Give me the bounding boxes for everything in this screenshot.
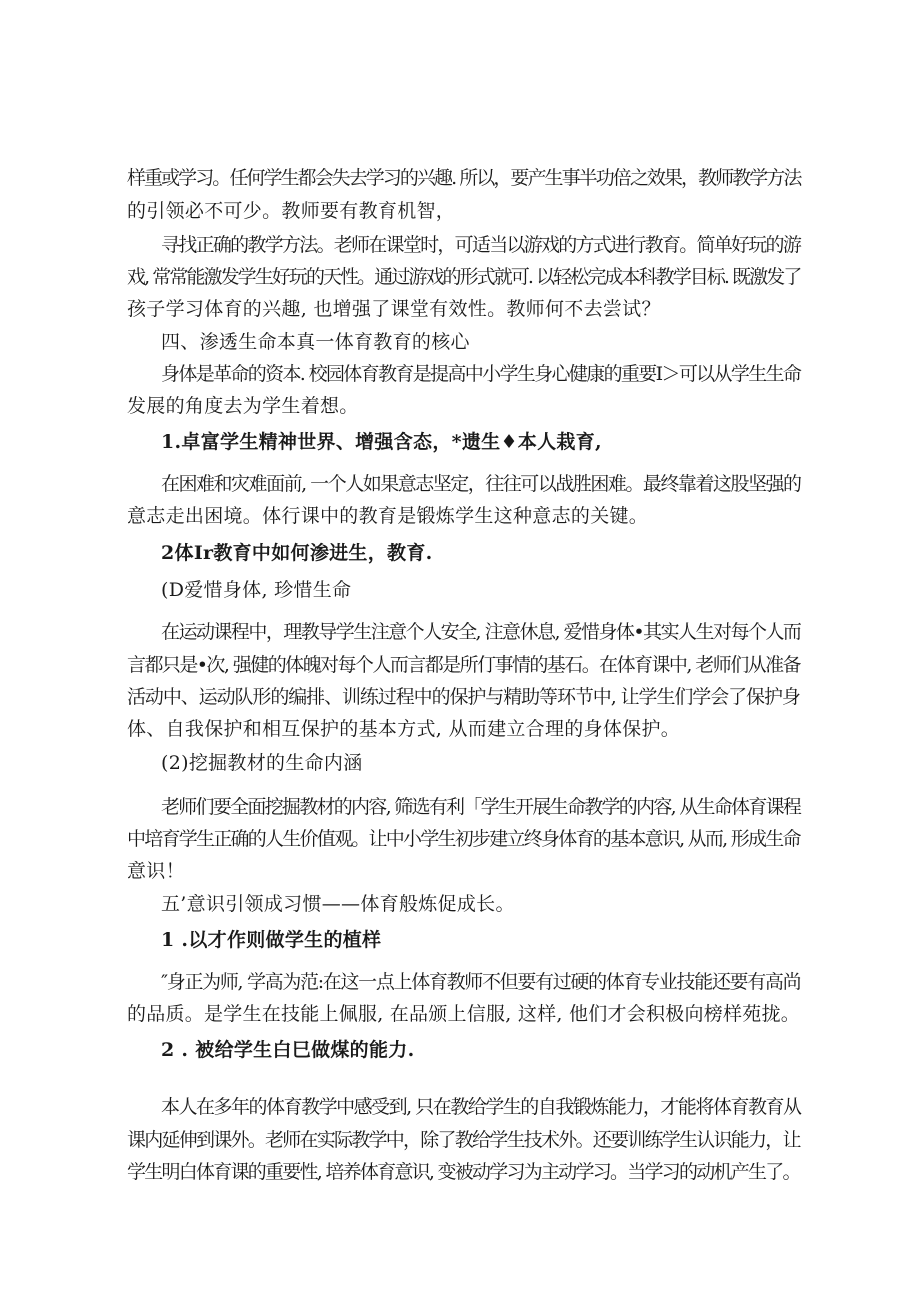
body-line: 言都只是•次, 强健的体魄对每个人而言都是所仃事情的基石。在体育课中, 老师们从准备 bbox=[127, 654, 800, 676]
body-line: 样重或学习。任何学生都会失去学习的兴趣. 所以，要产生事半功倍之效果，教师教学方法 bbox=[127, 167, 801, 189]
body-line: 发展的角度去为学生着想。 bbox=[127, 395, 359, 417]
section-heading: 五’意识引领成习惯——体育般炼促成长。 bbox=[161, 893, 515, 915]
body-line: ″身正为师, 学高为范:在这一点上体育教师不但要有过硬的体育专业技能还要有高尚 bbox=[161, 971, 801, 993]
body-line: 活动中、运动队形的编排、训练过程中的保护与精助等环节中, 让学生们学会了保护身 bbox=[127, 686, 800, 708]
subsection-heading: 2体Ir教育中如何渗进生，教育. bbox=[161, 542, 433, 564]
body-line: 学生明白体育课的重要性, 培养体育意识, 变被动学习为主动学习。当学习的动机产生了。 bbox=[127, 1161, 800, 1183]
body-line: 老师们要全面挖掘教材的内容, 筛选有利「学生开展生命教学的内容, 从生命体育课程 bbox=[161, 796, 801, 818]
subsection-heading: 1 .以才作则做学生的植样 bbox=[161, 929, 382, 951]
body-line: 体、自我保护和相互保护的基本方式, 从而建立合理的身体保护。 bbox=[127, 718, 681, 740]
section-heading: 四、渗透生命本真一体育教育的核心 bbox=[161, 331, 470, 353]
body-line: 本人在多年的体育教学中感受到, 只在教给学生的自我锻炼能力，才能将体育教育从 bbox=[161, 1096, 801, 1118]
subsection-heading: 2 . 被给学生白巳做煤的能力. bbox=[161, 1039, 415, 1061]
body-line: 中培育学生正确的人生价值观。让中小学生初步建立终身体育的基本意识, 从而, 形成生命 bbox=[127, 828, 800, 850]
body-line: 孩子学习体育的兴趣, 也增强了课堂有效性。教师何不去尝试？ bbox=[127, 298, 661, 320]
body-line: 意识！ bbox=[127, 860, 185, 882]
subsection-heading: 1.卓富学生精神世界、增强含态，*遗生♦本人栽育, bbox=[161, 431, 602, 453]
body-line: 寻找正确的教学方法。老师在课堂时，可适当以游戏的方式进行教育。简单好玩的游 bbox=[161, 234, 801, 256]
body-line: 课内延伸到课外。老师在实际教学中，除了教给学生技术外。还要训练学生认识能力，让 bbox=[127, 1129, 800, 1151]
item-heading: (D爱惜身体, 珍惜生命 bbox=[161, 579, 352, 601]
body-line: 意志走出困境。体行课中的教育是锻炼学生这种意志的关键。 bbox=[127, 505, 649, 527]
body-line: 身体是革命的资本. 校园体育教育是提高中小学生身心健康的重要I＞可以从学生生命 bbox=[161, 363, 801, 385]
body-line: 的引领必不可少。教师要有教育机智， bbox=[127, 200, 456, 222]
item-heading: (2)挖掘教材的生命内涵 bbox=[161, 752, 363, 774]
body-line: 在困难和灾难面前, 一个人如果意志坚定，往往可以战胜困难。最终靠着这股坚强的 bbox=[161, 473, 801, 495]
body-line: 在运动课程中，理教导学生注意个人安全, 注意休息, 爱惜身体•其实人生对每个人而 bbox=[161, 621, 801, 643]
body-line: 的品质。是学生在技能上佩服, 在品颁上信服, 这样, 他们才会积极向榜样苑拢。 bbox=[127, 1003, 800, 1025]
body-line: 戏, 常常能激发学生好玩的天性。通过游戏的形式就可. 以轻松完成本科教学目标. 既激发了 bbox=[127, 266, 801, 288]
